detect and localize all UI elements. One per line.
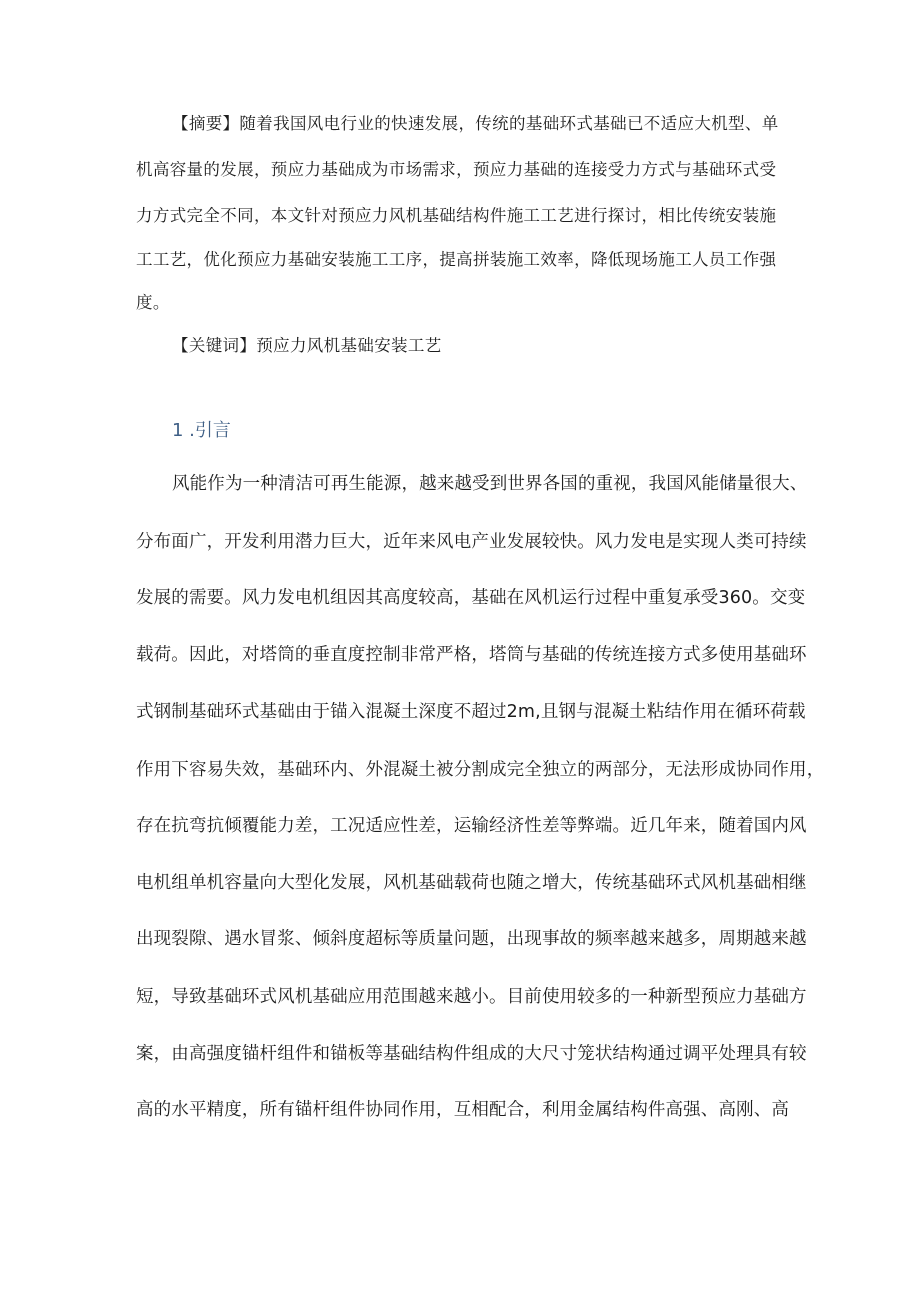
keywords-line: 【关键词】预应力风机基础安装工艺	[172, 336, 442, 355]
body-line: 分布面广，开发利用潜力巨大，近年来风电产业发展较快。风力发电是实现人类可持续	[136, 532, 807, 552]
body-line: 发展的需要。风力发电机组因其高度较高，基础在风机运行过程中重复承受360。交变	[136, 588, 806, 608]
abstract-line: 工工艺，优化预应力基础安装施工工序，提高拼装施工效率，降低现场施工人员工作强	[136, 250, 777, 269]
body-line: 载荷。因此，对塔筒的垂直度控制非常严格，塔筒与基础的传统连接方式多使用基础环	[136, 645, 807, 665]
section-heading: 1 .引言	[172, 420, 231, 441]
abstract-line: 力方式完全不同，本文针对预应力风机基础结构件施工工艺进行探讨，相比传统安装施	[136, 206, 777, 225]
body-line: 高的水平精度，所有锚杆组件协同作用，互相配合，利用金属结构件高强、高刚、高	[136, 1100, 790, 1120]
abstract-line: 度。	[136, 293, 170, 312]
body-line: 存在抗弯抗倾覆能力差，工况适应性差，运输经济性差等弊端。近几年来，随着国内风	[136, 816, 807, 836]
body-line: 案，由高强度锚杆组件和锚板等基础结构件组成的大尺寸笼状结构通过调平处理具有较	[136, 1044, 807, 1064]
body-line: 出现裂隙、遇水冒浆、倾斜度超标等质量问题，出现事故的频率越来越多，周期越来越	[136, 929, 807, 949]
body-line: 短，导致基础环式风机基础应用范围越来越小。目前使用较多的一种新型预应力基础方	[136, 987, 807, 1007]
body-line: 作用下容易失效，基础环内、外混凝土被分割成完全独立的两部分，无法形成协同作用，	[136, 760, 825, 780]
body-line: 式钢制基础环式基础由于锚入混凝土深度不超过2m,且钢与混凝土粘结作用在循环荷载	[136, 702, 806, 722]
body-line: 风能作为一种清洁可再生能源，越来越受到世界各国的重视，我国风能储量很大、	[172, 474, 808, 494]
abstract-line: 【摘要】随着我国风电行业的快速发展，传统的基础环式基础已不适应大机型、单	[172, 114, 779, 133]
abstract-line: 机高容量的发展，预应力基础成为市场需求，预应力基础的连接受力方式与基础环式受	[136, 160, 777, 179]
body-line: 电机组单机容量向大型化发展，风机基础载荷也随之增大，传统基础环式风机基础相继	[136, 873, 807, 893]
